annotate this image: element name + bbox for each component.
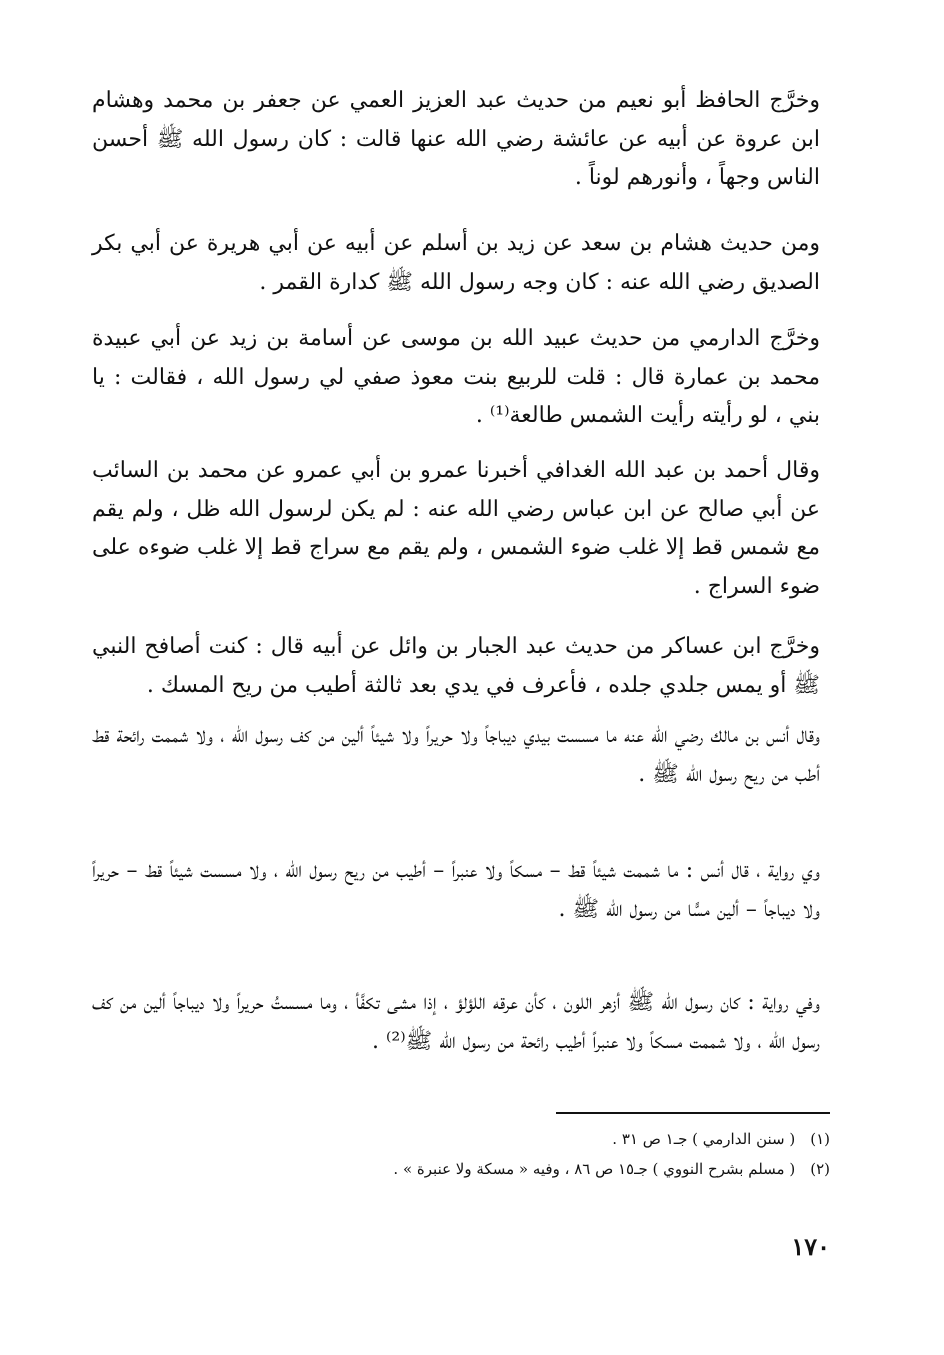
footnote-number: (٢) [810,1160,830,1178]
body-paragraph-2: ومن حديث هشام بن سعد عن زيد بن أسلم عن أبيه عن أبي هريرة عن أبي بكر الصديق رضي الله عنه : كان وجه رسول الله ﷺ كدارة القمر . [92,231,820,295]
body-paragraph-7: وي رواية ، قال أنس : ما شممت شيئاً قط – مسكاً ولا عنبراً – أطيب من ريح رسول الله ، ولا مسست شيئاً قط – حريراً ولا ديباجاً – ألين مسًّا من رسول الله ﷺ . [92,858,821,922]
footnote-text: ( سنن الدارمي ) جـ١ ص ٣١ . [612,1130,796,1148]
page-number: ١٧٠ [791,1232,830,1261]
footnote-1 [92,1124,830,1154]
footnote-number: (١) [810,1130,830,1148]
body-paragraph-1: وخرَّج الحافظ أبو نعيم من حديث عبد العزيز العمي عن جعفر بن محمد وهشام ابن عروة عن أبيه عن عائشة رضي الله عنها قالت : كان رسول الله ﷺ أحسن الناس وجهاً ، وأنورهم لوناً . [92,88,820,190]
body-paragraph-6: وقال أنس بن مالك رضي الله عنه ما مسست بيدي ديباجاً ولا حريراً ولا شيئاً ألين من كف رسول الله ، ولا شممت رائحة قط أطب من ريح رسول الله ﷺ . [92,723,820,787]
body-paragraph-4: وقال أحمد بن عبد الله الغدافي أخبرنا عمرو بن أبي عمرو عن محمد بن السائب عن أبي صالح عن ابن عباس رضي الله عنه : لم يكن لرسول الله ظل ، ولم يقم مع شمس قط إلا غلب ضوء الشمس ، ولم يقم مع سراج قط إلا غلب ضوءه على ضوء السراج . [92,458,820,599]
footnote-2 [92,1154,830,1184]
footnote-divider [556,1112,830,1114]
footnotes-section [92,1124,830,1184]
body-paragraph-5: وخرَّج ابن عساكر من حديث عبد الجبار بن وائل عن أبيه قال : كنت أصافح النبي ﷺ أو يمس جلدي جلده ، فأعرف في يدي بعد ثالثة أطيب من ريح المسك . [92,634,820,698]
footnote-text: ( مسلم بشرح النووي ) جـ١٥ ص ٨٦ ، وفيه « مسكة ولا عنبرة » . [393,1160,796,1178]
body-paragraph-8: وفي رواية : كان رسول الله ﷺ أزهر اللون ، كأن عرقه اللؤلؤ ، إذا مشى تكفَّأ ، وما مسستُ حريراً ولا ديباجاً ألين من كف رسول الله ، ولا شممت مسكاً ولا عنبراً أطيب رائحة من رسول الله ﷺ⁽²⁾ . [92,990,820,1054]
body-paragraph-3: وخرَّج الدارمي من حديث عبيد الله بن موسى عن أسامة بن زيد عن أبي عبيدة محمد بن عمارة قال : قلت للربيع بنت معوذ صفي لي رسول الله ، فقالت : يا بني ، لو رأيته رأيت الشمس طالعة⁽¹⁾ . [92,326,820,428]
